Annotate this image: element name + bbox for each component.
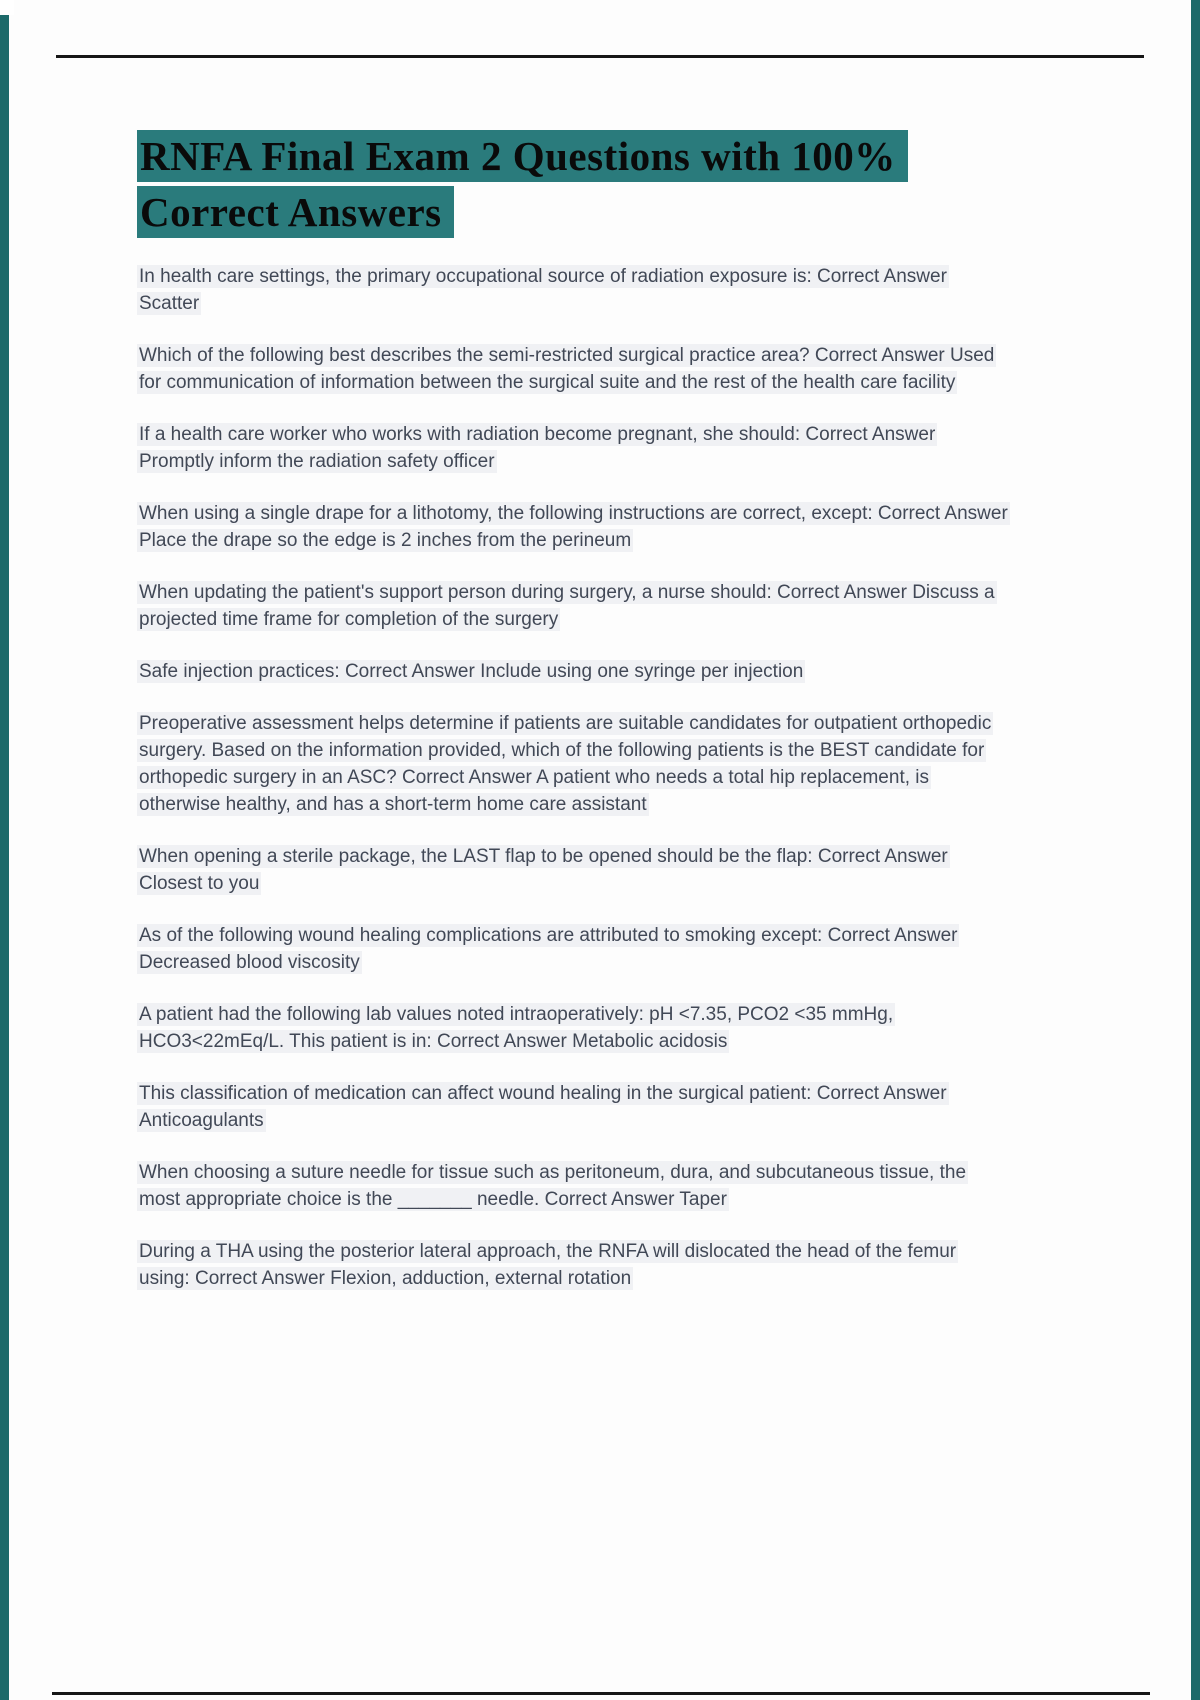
page-title-text: RNFA Final Exam 2 Questions with 100% Correct Answers: [137, 130, 908, 238]
qa-paragraph: [137, 421, 1009, 475]
right-page-border: [1191, 0, 1200, 1700]
qa-paragraph: [137, 922, 1009, 976]
top-left-corner-notch: [0, 0, 14, 15]
qa-text: This classification of medication can affect wound healing in the surgical patient: Correct Answer Anticoagulants: [139, 1083, 947, 1131]
qa-text: As of the following wound healing complications are attributed to smoking except: Correct Answer Decreased blood viscosity: [139, 925, 958, 973]
qa-text: When choosing a suture needle for tissue such as peritoneum, dura, and subcutaneous tissue, the most appropriate choice is the _______ needle. Correct Answer Taper: [139, 1162, 967, 1210]
qa-paragraph: [137, 658, 1009, 685]
bottom-horizontal-rule: [52, 1692, 1150, 1695]
qa-paragraph: [137, 579, 1009, 633]
qa-text: During a THA using the posterior lateral approach, the RNFA will dislocated the head of the femur using: Correct Answer Flexion, adduction, external rotation: [139, 1241, 957, 1289]
qa-list: [137, 263, 1009, 1317]
qa-paragraph: [137, 1080, 1009, 1134]
qa-paragraph: [137, 342, 1009, 396]
qa-paragraph: [137, 1159, 1009, 1213]
qa-paragraph: [137, 1001, 1009, 1055]
qa-text: Safe injection practices: Correct Answer Include using one syringe per injection: [139, 661, 804, 682]
qa-paragraph: [137, 710, 1009, 818]
qa-text: When opening a sterile package, the LAST flap to be opened should be the flap: Correct Answer Closest to you: [139, 846, 948, 894]
top-horizontal-rule: [56, 55, 1144, 58]
qa-paragraph: [137, 843, 1009, 897]
qa-text: Preoperative assessment helps determine if patients are suitable candidates for outpatient orthopedic surgery. Based on the information provided, which of the following patients is the BEST candidate for orthopedic surgery in an ASC? Correct Answer A patient who needs a total hip replacement, is otherwise healthy, and has a short-term home care assistant: [139, 713, 992, 815]
qa-paragraph: [137, 500, 1009, 554]
qa-text: A patient had the following lab values noted intraoperatively: pH <7.35, PCO2 <35 mmHg, HCO3<22mEq/L. This patient is in: Correct Answer Metabolic acidosis: [139, 1004, 894, 1052]
qa-text: If a health care worker who works with radiation become pregnant, she should: Correct Answer Promptly inform the radiation safety officer: [139, 424, 936, 472]
qa-paragraph: [137, 1238, 1009, 1292]
page-title: [137, 128, 959, 240]
qa-text: Which of the following best describes the semi-restricted surgical practice area? Correct Answer Used for communication of information between the surgical suite and the rest of the health care facility: [139, 345, 995, 393]
qa-text: When using a single drape for a lithotomy, the following instructions are correct, except: Correct Answer Place the drape so the edge is 2 inches from the perineum: [139, 503, 1008, 551]
left-page-border: [0, 0, 9, 1700]
qa-text: When updating the patient's support person during surgery, a nurse should: Correct Answer Discuss a projected time frame for completion of the surgery: [139, 582, 995, 630]
qa-text: In health care settings, the primary occupational source of radiation exposure is: Correct Answer Scatter: [139, 266, 947, 314]
qa-paragraph: [137, 263, 1009, 317]
